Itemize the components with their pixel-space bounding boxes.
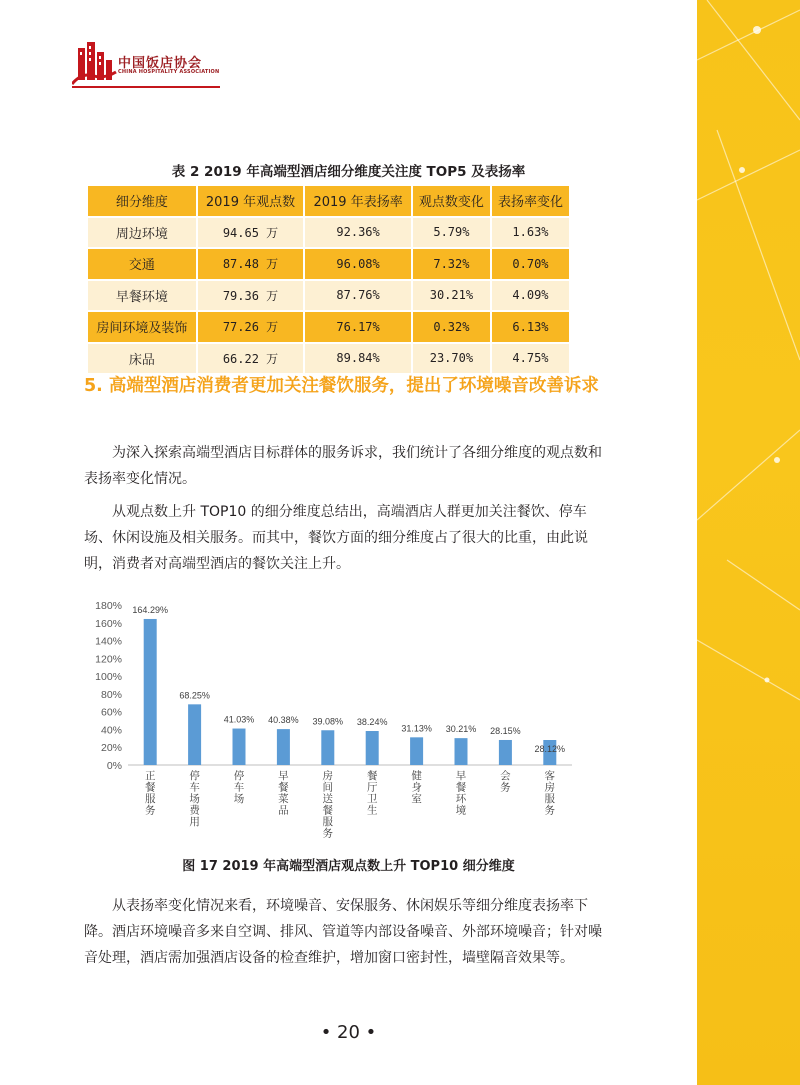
opinion-growth-bar-chart [84, 593, 584, 843]
x-tick-label: 餐厅卫生 [366, 770, 378, 817]
y-tick-label: 20% [100, 742, 122, 755]
table-cell: 0.70% [491, 248, 570, 280]
table-row [87, 280, 570, 312]
column-header: 2019 年表扬率 [304, 186, 412, 217]
table-row [87, 248, 570, 280]
table-cell: 交通 [87, 248, 197, 280]
logo-chinese-name: 中国饭店协会 [118, 56, 203, 71]
table-cell: 76.17% [304, 311, 412, 343]
table-cell: 周边环境 [87, 217, 197, 249]
table-cell: 4.09% [491, 280, 570, 312]
data-label: 41.03% [223, 714, 255, 725]
y-tick-label: 100% [95, 671, 122, 684]
column-header: 2019 年观点数 [197, 186, 305, 217]
table-cell: 79.36 万 [197, 280, 305, 312]
x-tick-label: 房间送餐服务 [322, 770, 334, 840]
y-tick-label: 180% [95, 600, 122, 612]
table-cell: 6.13% [491, 311, 570, 343]
bar [321, 730, 334, 765]
y-tick-label: 0% [106, 760, 122, 772]
table-cell: 4.75% [491, 343, 570, 375]
x-tick-label: 早餐菜品 [278, 770, 289, 817]
table-cell: 床品 [87, 343, 197, 375]
data-label: 31.13% [401, 723, 432, 734]
page-number: • 20 • [320, 1022, 377, 1043]
bar [233, 729, 246, 765]
column-header: 表扬率变化 [491, 186, 570, 217]
attention-top5-table [86, 186, 571, 375]
data-label: 39.08% [312, 716, 344, 727]
x-tick-label: 健身室 [411, 770, 422, 805]
bar [366, 731, 379, 765]
y-tick-label: 140% [95, 635, 122, 648]
table-cell: 92.36% [304, 217, 412, 249]
y-tick-label: 40% [100, 724, 122, 737]
table-cell: 早餐环境 [87, 280, 197, 312]
table-cell: 7.32% [412, 248, 491, 280]
bar [188, 704, 201, 765]
bar [144, 619, 157, 765]
bar [499, 740, 512, 765]
y-tick-label: 60% [100, 706, 122, 719]
table-cell: 87.48 万 [197, 248, 305, 280]
table-row [87, 217, 570, 249]
decorative-side-band [697, 0, 800, 1085]
bar [455, 738, 468, 765]
x-tick-label: 会务 [500, 770, 511, 794]
column-header: 观点数变化 [412, 186, 491, 217]
table-header-row [87, 186, 570, 217]
table-cell: 77.26 万 [197, 311, 305, 343]
table-caption: 表 2 2019 年高端型酒店细分维度关注度 TOP5 及表扬率 [171, 164, 526, 180]
x-tick-label: 早餐环境 [455, 770, 467, 817]
column-header: 细分维度 [87, 186, 197, 217]
table-cell: 23.70% [412, 343, 491, 375]
data-label: 164.29% [132, 604, 168, 615]
table-row [87, 311, 570, 343]
decorative-lines [697, 0, 800, 1085]
header-rule [72, 86, 220, 88]
figure-caption: 图 17 2019 年高端型酒店观点数上升 TOP10 细分维度 [182, 859, 515, 874]
hotel-building-logo-icon [72, 42, 118, 86]
table-cell: 5.79% [412, 217, 491, 249]
section-heading: 5. 高端型酒店消费者更加关注餐饮服务，提出了环境噪音改善诉求 [84, 376, 599, 396]
table-cell: 87.76% [304, 280, 412, 312]
table-cell: 66.22 万 [197, 343, 305, 375]
x-tick-label: 停车场费用 [189, 770, 200, 828]
table-row [87, 343, 570, 375]
association-logo [72, 42, 232, 92]
table-cell: 0.32% [412, 311, 491, 343]
bar [277, 729, 290, 765]
data-label: 38.24% [356, 717, 388, 728]
table-cell: 房间环境及装饰 [87, 311, 197, 343]
y-tick-label: 160% [95, 617, 122, 630]
y-tick-label: 80% [100, 688, 122, 701]
logo-english-name: CHINA HOSPITALITY ASSOCIATION [118, 69, 220, 75]
table-cell: 30.21% [412, 280, 491, 312]
x-tick-label: 正餐服务 [144, 770, 156, 817]
bar [410, 737, 423, 765]
body-paragraph: 从表扬率变化情况来看，环境噪音、安保服务、休闲娱乐等细分维度表扬率下降。酒店环境噪音多来自空调、排风、管道等内部设备噪音、外部环境噪音；针对噪音处理，酒店需加强酒店设备的检查维护，增加窗口密封性，墙壁隔音效果等。 [84, 898, 602, 966]
data-label: 68.25% [179, 690, 210, 701]
data-label: 28.12% [534, 744, 566, 755]
table-cell: 94.65 万 [197, 217, 305, 249]
data-label: 28.15% [490, 725, 521, 736]
y-tick-label: 120% [95, 653, 122, 666]
x-tick-label: 客房服务 [544, 770, 556, 817]
table-cell: 96.08% [304, 248, 412, 280]
data-label: 30.21% [445, 724, 477, 735]
table-cell: 1.63% [491, 217, 570, 249]
x-tick-label: 停车场 [233, 770, 245, 805]
table-cell: 89.84% [304, 343, 412, 375]
data-label: 40.38% [268, 715, 299, 726]
body-paragraph: 从观点数上升 TOP10 的细分维度总结出，高端酒店人群更加关注餐饮、停车场、休闲设施及相关服务。而其中，餐饮方面的细分维度占了很大的比重，由此说明，消费者对高端型酒店的餐饮关注上升。 [84, 504, 588, 572]
body-paragraph: 为深入探索高端型酒店目标群体的服务诉求，我们统计了各细分维度的观点数和表扬率变化情况。 [84, 445, 602, 487]
